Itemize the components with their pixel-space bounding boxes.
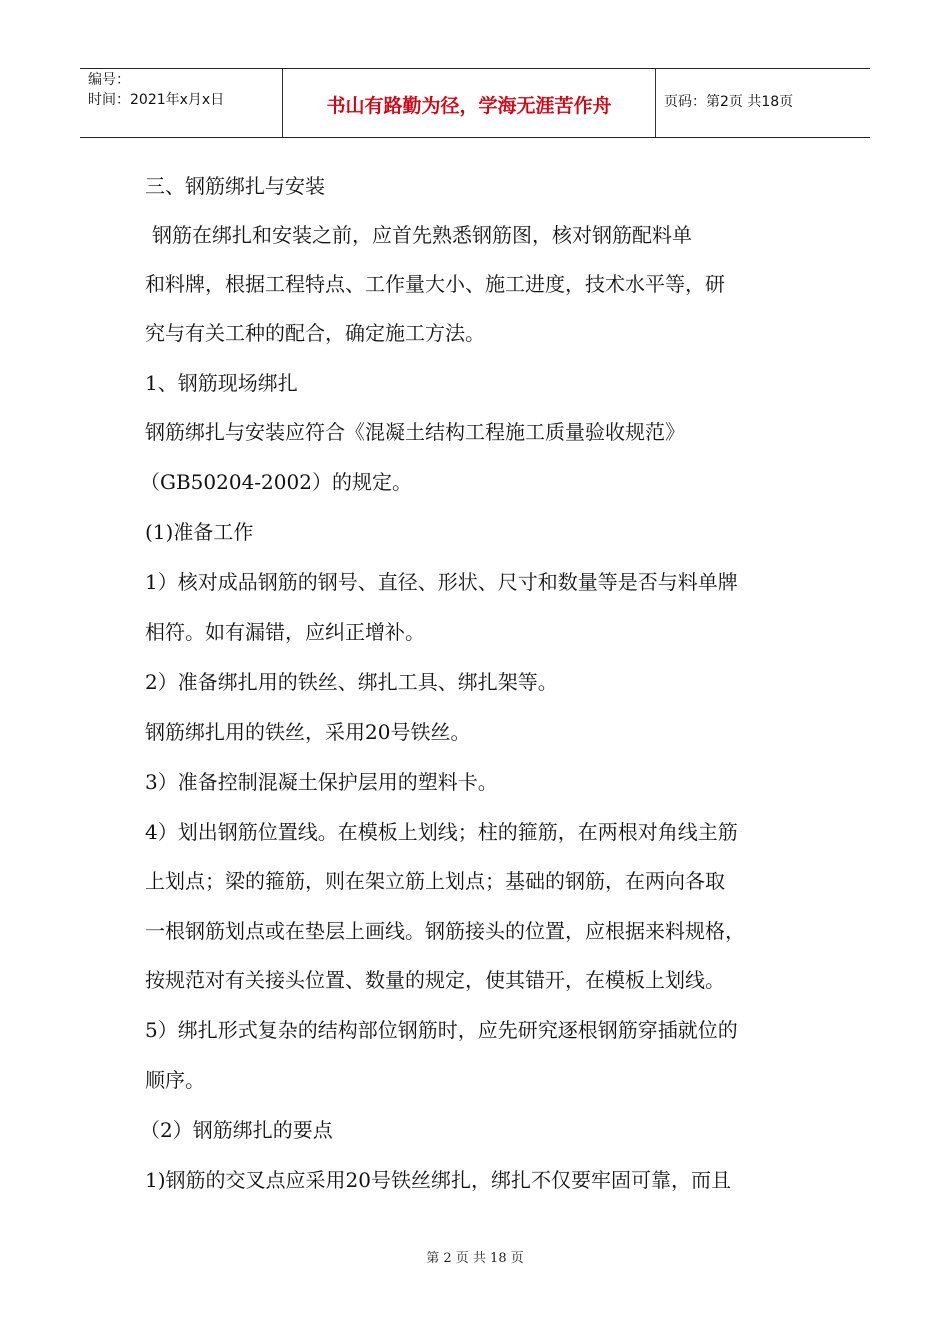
paragraph-line: 4）划出钢筋位置线。在模板上划线；柱的箍筋，在两根对角线主筋 xyxy=(145,820,738,844)
header-page-info: 页码：第2页 共18页 xyxy=(664,94,794,110)
paragraph-line: 按规范对有关接头位置、数量的规定，使其错开，在模板上划线。 xyxy=(145,968,725,992)
paragraph-line: 顺序。 xyxy=(145,1068,205,1092)
paragraph-line: 1)钢筋的交叉点应采用20号铁丝绑扎，绑扎不仅要牢固可靠，而且 xyxy=(145,1168,731,1192)
page-footer: 第 2 页 共 18 页 xyxy=(426,1251,524,1266)
number-label: 编号： xyxy=(88,72,130,88)
header-center-cell xyxy=(282,69,656,137)
item-heading: (1)准备工作 xyxy=(145,520,254,544)
paragraph-line: 和料牌，根据工程特点、工作量大小、施工进度，技术水平等，研 xyxy=(145,272,725,296)
header-left-cell xyxy=(80,69,282,137)
paragraph-line: 5）绑扎形式复杂的结构部位钢筋时，应先研究逐根钢筋穿插就位的 xyxy=(145,1018,738,1042)
paragraph-line: 1）核对成品钢筋的钢号、直径、形状、尺寸和数量等是否与料单牌 xyxy=(145,570,738,594)
paragraph-line: 钢筋绑扎与安装应符合《混凝土结构工程施工质量验收规范》 xyxy=(145,420,685,444)
paragraph-line: 上划点；梁的箍筋，则在架立筋上划点；基础的钢筋，在两向各取 xyxy=(145,869,725,893)
paragraph-line: 钢筋绑扎用的铁丝，采用20号铁丝。 xyxy=(145,720,471,744)
header-motto: 书山有路勤为径，学海无涯苦作舟 xyxy=(326,95,612,117)
paragraph-line: 3）准备控制混凝土保护层用的塑料卡。 xyxy=(145,770,498,794)
paragraph-line: 究与有关工种的配合，确定施工方法。 xyxy=(145,321,485,345)
header-right-cell xyxy=(656,69,870,137)
paragraph-line: （GB50204-2002）的规定。 xyxy=(140,470,412,494)
paragraph-line: 一根钢筋划点或在垫层上画线。钢筋接头的位置，应根据来料规格， xyxy=(145,919,745,943)
paragraph-line: 2）准备绑扎用的铁丝、绑扎工具、绑扎架等。 xyxy=(145,670,558,694)
section-heading: 三、钢筋绑扎与安装 xyxy=(145,174,325,198)
document-header xyxy=(80,68,870,138)
paragraph-line: 钢筋在绑扎和安装之前，应首先熟悉钢筋图，核对钢筋配料单 xyxy=(152,223,692,247)
date-text: 时间：2021年x月x日 xyxy=(88,92,225,108)
paragraph-line: 相符。如有漏错，应纠正增补。 xyxy=(145,620,425,644)
subsection-heading: 1、钢筋现场绑扎 xyxy=(145,371,298,395)
item-heading: （2）钢筋绑扎的要点 xyxy=(140,1118,333,1142)
